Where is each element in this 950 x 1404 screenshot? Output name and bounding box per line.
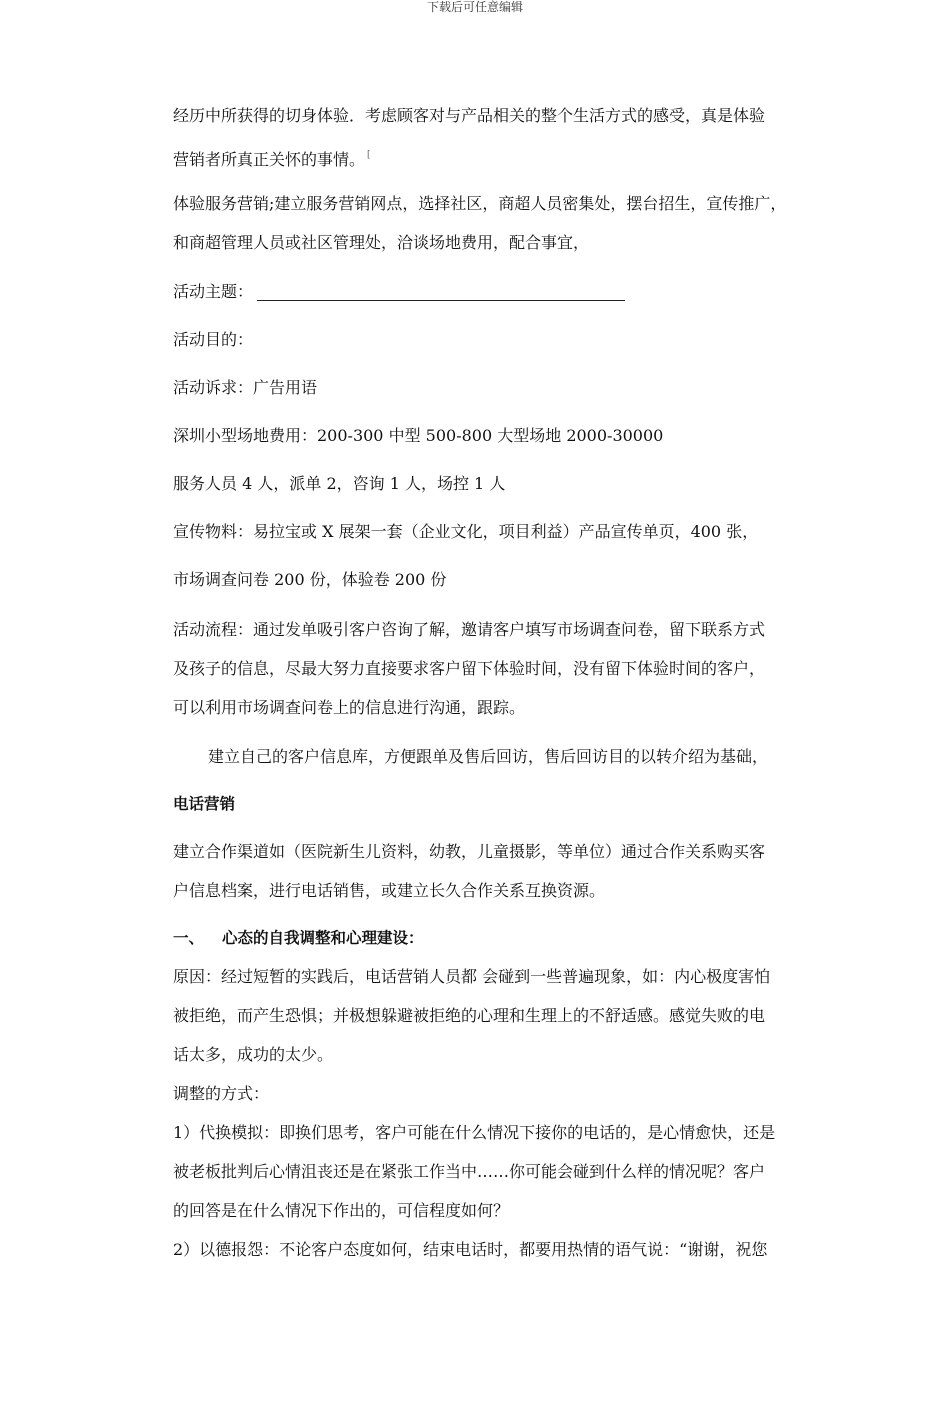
channel-line: 户信息档案，进行电话销售，或建立长久合作关系互换资源。: [173, 881, 606, 900]
activity-theme: [173, 272, 853, 312]
reason-line: 原因：经过短暂的实践后，电话营销人员都 会碰到一些普遍现象，如：内心极度害怕: [173, 967, 771, 986]
flow-line: 可以利用市场调查问卷上的信息进行沟通，跟踪。: [173, 698, 526, 717]
materials-line: 宣传物料：易拉宝或 X 展架一套（企业文化，项目利益）产品宣传单页，400 张，: [173, 522, 759, 541]
para-line: 和商超管理人员或社区管理处，洽谈场地费用，配合事宜，: [173, 233, 590, 252]
flow-line: 活动流程：通过发单吸引客户咨询了解，邀请客户填写市场调查问卷，留下联系方式: [173, 620, 766, 639]
activity-purpose: 活动目的：: [173, 330, 254, 349]
channel-line: 建立合作渠道如（医院新生儿资料，幼教，儿童摄影，等单位）通过合作关系购买客: [173, 842, 766, 861]
para-line: [173, 135, 853, 180]
phone-marketing-heading: 电话营销: [173, 795, 236, 813]
theme-blank-line: [257, 282, 625, 301]
para-line: 体验服务营销;建立服务营销网点，选择社区，商超人员密集处，摆台招生，宣传推广，: [173, 194, 787, 213]
section-heading: [173, 918, 853, 958]
section-number: 一、: [173, 929, 205, 947]
method-line: 的回答是在什么情况下作出的，可信程度如何？: [173, 1201, 510, 1220]
method-line: 被老板批判后心情沮丧还是在紧张工作当中……你可能会碰到什么样的情况呢？客户: [173, 1162, 766, 1181]
footnote-mark: [: [367, 150, 371, 160]
section-title: 心态的自我调整和心理建设：: [222, 929, 424, 947]
adjust-heading: 调整的方式：: [173, 1084, 270, 1103]
method-line: 2）以德报怨：不论客户态度如何，结束电话时，都要用热情的语气说：“谢谢，祝您: [173, 1240, 768, 1259]
method-line: 1）代换模拟：即换们思考，客户可能在什么情况下接你的电话的，是心情愈快，还是: [173, 1123, 776, 1142]
reason-line: 话太多，成功的太少。: [173, 1045, 334, 1064]
venue-fee: 深圳小型场地费用：200-300 中型 500-800 大型场地 2000-30000: [173, 426, 664, 445]
flow-line: 及孩子的信息，尽最大努力直接要求客户留下体验时间，没有留下体验时间的客户，: [173, 659, 766, 678]
staff-line: 服务人员 4 人，派单 2，咨询 1 人，场控 1 人: [173, 474, 506, 493]
activity-appeal: 活动诉求：广告用语: [173, 378, 318, 397]
page-header: 下载后可任意编辑: [426, 0, 523, 14]
para-text: 营销者所真正关怀的事情。: [173, 150, 366, 169]
para-line: 经历中所获得的切身体验．考虑顾客对与产品相关的整个生活方式的感受，真是体验: [173, 106, 766, 125]
theme-label: 活动主题：: [173, 282, 254, 301]
database-line: 建立自己的客户信息库，方便跟单及售后回访，售后回访目的以转介绍为基础，: [208, 747, 769, 766]
surveys-line: 市场调查问卷 200 份，体验卷 200 份: [173, 570, 447, 589]
reason-line: 被拒绝，而产生恐惧；并极想躲避被拒绝的心理和生理上的不舒适感。感觉失败的电: [173, 1006, 766, 1025]
